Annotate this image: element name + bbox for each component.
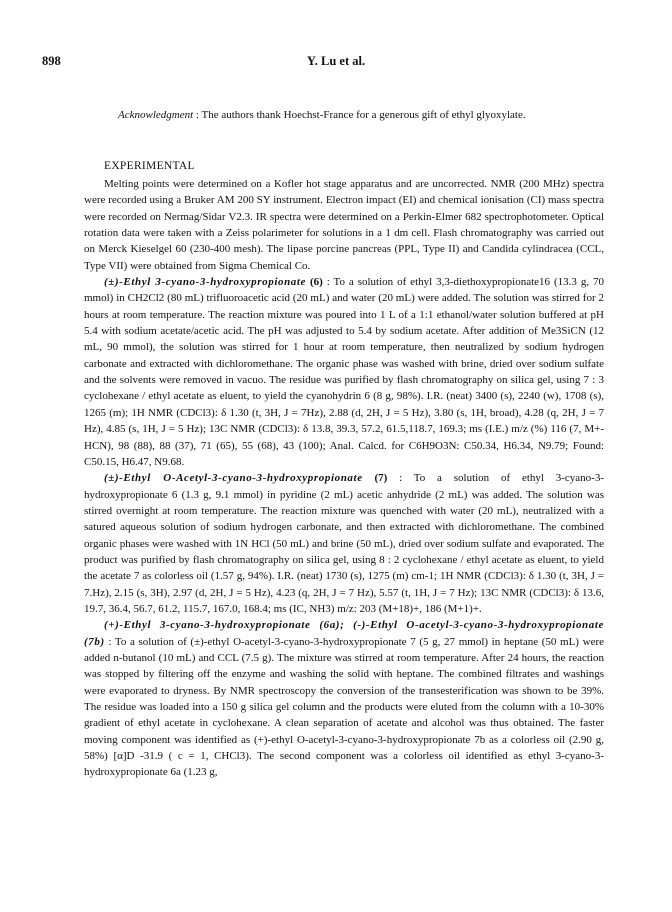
- paragraph-text: : To a solution of ethyl 3,3-diethoxypropionate16 (13.3 g, 70 mmol) in CH2Cl2 (80 mL) trifluoroacetic acid (20 mL) and water (20 mL) were added. The solution was stirred for 2 hours at room temperature. The reaction mixture was poured into 1 L of a 1:1 ethanol/water solution buffered at pH 5.4 with sodium acetate/acetic acid. The pH was adjusted to 5.4 by sodium acetate. After addition of Me3SiCN (12 mL, 90 mmol), the solution was stirred for 1 hour at room temperature, then neutralized by sodium hydrogen carbonate and extracted with dichloromethane. The organic phase was washed with brine, dried over sodium sulfate and the solvents were removed in vacuo. The residue was purified by flash chromatography on silica gel, using 7 : 3 cyclohexane / ethyl acetate as eluent, to yield the cyanohydrin 6 (8 g, 98%). I.R. (neat) 3400 (s), 2240 (w), 1708 (s), 1265 (m); 1H NMR (CDCl3): δ 1.30 (t, 3H, J = 7Hz), 2.88 (d, 2H, J = 5 Hz), 3.80 (s, 1H, broad), 4.28 (q, 2H, J = 7 Hz), 4.85 (s, 1H, J = 5 Hz); 13C NMR (CDCl3): δ 13.8, 39.3, 57.2, 61.5,118.7, 169.3; ms (I.E.) m/z (%) 116 (7, M+-HCN), 98 (88), 88 (37), 71 (65), 55 (68), 43 (100); Anal. Calcd. for C6H9O3N: C50.34, H6.34, N9.79; Found: C50.15, H6.47, N9.68.: [84, 276, 605, 468]
- acknowledgment-text: : The authors thank Hoechst-France for a generous gift of ethyl glyoxylate.: [193, 109, 526, 121]
- paragraph-text: : To a solution of (±)-ethyl O-acetyl-3-cyano-3-hydroxypropionate 7 (5 g, 27 mmol) in heptane (50 mL) were added n-butanol (10 mL) and CCL (7.5 g). The mixture was stirred at room temperature. After 24 hours, the reaction was stopped by filtering off the enzyme and washing the solid with heptane. The combined filtrates and washings were evaporated to dryness. By NMR spectroscopy the conversion of the transesterification was shown to be 39%. The residue was loaded into a 150 g silica gel column and the products were eluted from the column with a 10-30% gradient of ethyl acetate in cyclohexane. A clean separation of acetate and alcohol was thus obtained. The faster moving component was identified as (+)-ethyl O-acetyl-3-cyano-3-hydroxypropionate 7b as a colorless oil (2.90 g, 58%) [α]D -31.9 ( c = 1, CHCl3). The second component was a colorless oil identified as ethyl 3-cyano-3-hydroxypropionate 6a (1.23 g,: [84, 635, 604, 779]
- paragraph-text: : To a solution of ethyl 3-cyano-3-hydroxypropionate 6 (1.3 g, 9.1 mmol) in pyridine (2 mL) acetic anhydride (2 mL) was added. The solution was stirred overnight at room temperature. The reaction mixture was quenched with water (20 mL), neutralized with a satured aqueous solution of sodium hydrogen carbonate, and then extracted with dichloromethane. The combined organic phases were washed with 1N HCl (50 mL) and brine (50 mL), dried over sodium sulfate and evaporated. The product was purified by flash chromatography on silica gel, using 8 : 2 cyclohexane / ethyl acetate as eluent, to yield the acetate 7 as colorless oil (1.57 g, 94%). I.R. (neat) 1730 (s), 1275 (m) cm-1; 1H NMR (CDCl3): δ 1.30 (t, 3H, J = 7.Hz), 2.15 (s, 3H), 2.97 (d, 2H, J = 5 Hz), 4.23 (q, 2H, J = 7 Hz), 5.57 (t, 1H, J = 7 Hz); 13C NMR (CDCl3): δ 13.6, 19.7, 36.4, 56.7, 61.2, 115.7, 167.0, 168.4; ms (IC, NH3) m/z: 203 (M+18)+, 186 (M+1)+.: [84, 472, 605, 615]
- body-text: [84, 176, 604, 781]
- compound-number: (6): [306, 276, 323, 289]
- acknowledgment-label: Acknowledgment: [118, 109, 194, 121]
- paragraph-compound-7: [84, 470, 604, 617]
- compound-number: (7): [362, 472, 388, 485]
- compound-heading: (+)-Ethyl 3-cyano-3-hydroxypropionate (6a); (-)-Ethyl O-acetyl-3-cyano-3-hydroxypropionate (7b): [84, 619, 604, 648]
- compound-heading: (±)-Ethyl 3-cyano-3-hydroxypropionate: [104, 276, 307, 289]
- running-header-authors: Y. Lu et al.: [306, 54, 366, 68]
- compound-heading: (±)-Ethyl O-Acetyl-3-cyano-3-hydroxypropionate: [104, 472, 363, 485]
- page-number: 898: [42, 54, 61, 68]
- acknowledgment: [118, 109, 526, 121]
- paragraph-intro: Melting points were determined on a Kofler hot stage apparatus and are uncorrected. NMR (200 MHz) spectra were recorded using a Bruker AM 200 SY instrument. Electron impact (EI) and chemical ionisation (CI) mass spectra were recorded on Nermag/Sidar V2.3. IR spectra were determined on a Perkin-Elmer 682 spectrophotometer. Optical rotation data were taken with a Zeiss polarimeter for solutions in a 1 dm cell. Flash chromatography was carried out on Merck Kieselgel 60 (230-400 mesh). The lipase porcine pancreas (PPL, Type II) and Candida cylindracea (CCL, Type VII) were obtained from Sigma Chemical Co.: [84, 178, 604, 272]
- section-title: EXPERIMENTAL: [104, 160, 195, 172]
- paragraph-compound-6: [84, 274, 604, 470]
- paragraph-compound-6a: [84, 617, 604, 780]
